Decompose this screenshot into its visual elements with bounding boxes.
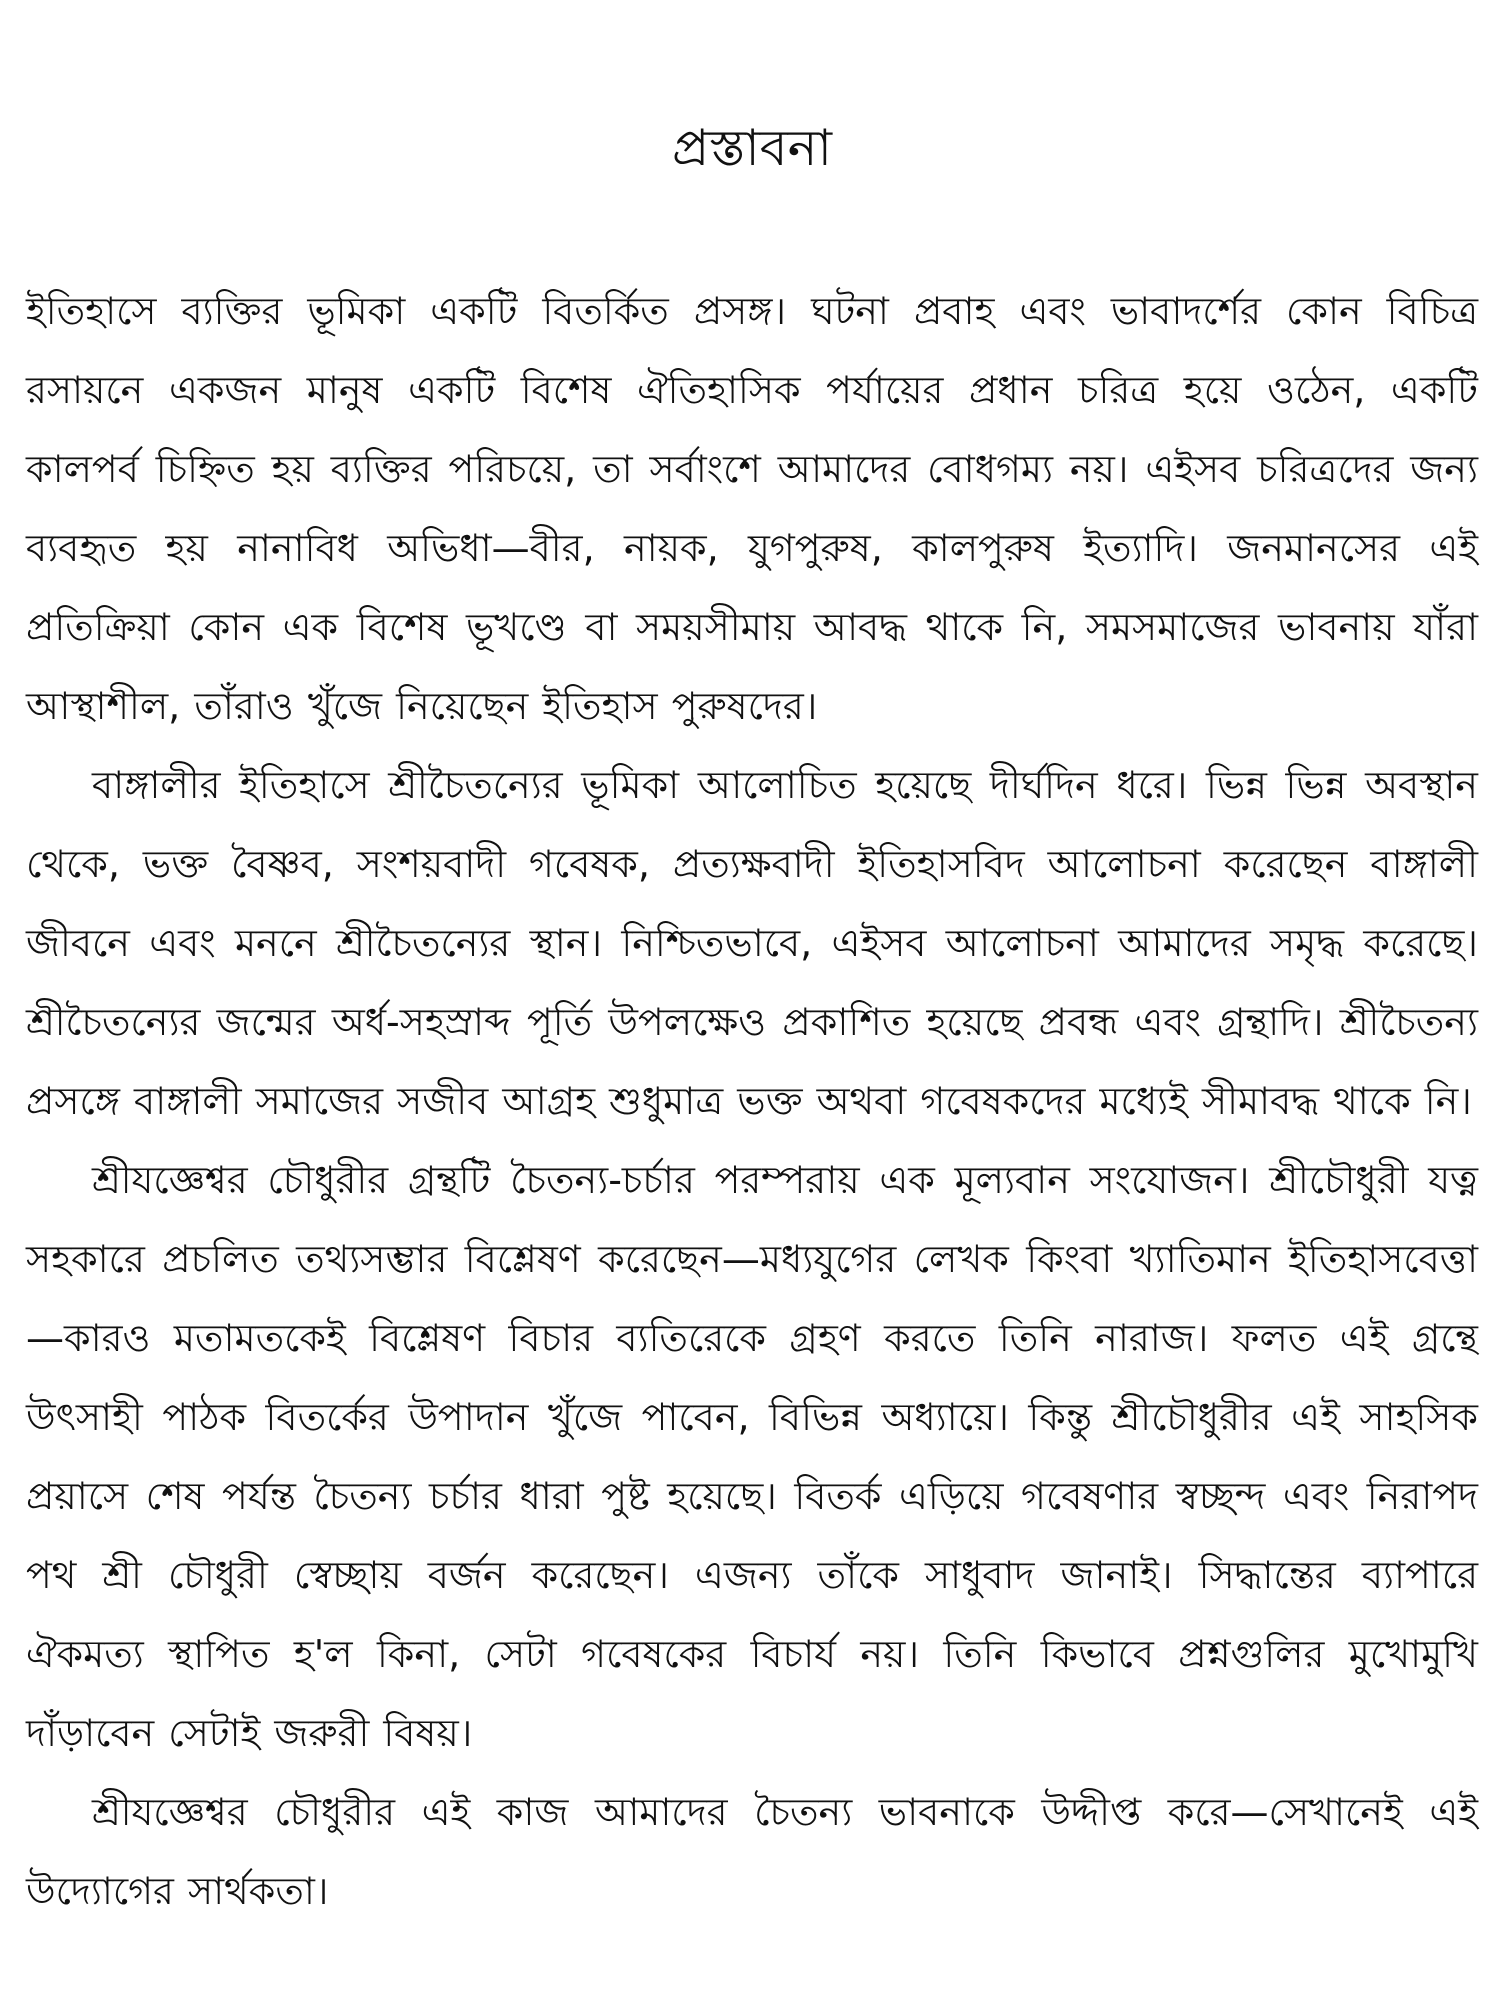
- document-page: [26, 0, 1478, 2000]
- paragraph-4: শ্রীযজ্ঞেশ্বর চৌধুরীর এই কাজ আমাদের চৈতন্য ভাবনাকে উদ্দীপ্ত করে—সেখানেই এই উদ্যোগের সার্থকতা।: [26, 1790, 1478, 1913]
- page-title: প্রস্তাবনা: [672, 119, 832, 177]
- paragraph-1: ইতিহাসে ব্যক্তির ভূমিকা একটি বিতর্কিত প্রসঙ্গ। ঘটনা প্রবাহ এবং ভাবাদর্শের কোন বিচিত্র রসায়নে একজন মানুষ একটি বিশেষ ঐতিহাসিক পর্যায়ের প্রধান চরিত্র হয়ে ওঠেন, একটি কালপর্ব চিহ্নিত হয় ব্যক্তির পরিচয়ে, তা সর্বাংশে আমাদের বোধগম্য নয়। এইসব চরিত্রদের জন্য ব্যবহৃত হয় নানাবিধ অভিধা—বীর, নায়ক, যুগপুরুষ, কালপুরুষ ইত্যাদি। জনমানসের এই প্রতিক্রিয়া কোন এক বিশেষ ভূখণ্ডে বা সময়সীমায় আবদ্ধ থাকে নি, সমসমাজের ভাবনায় যাঁরা আস্থাশীল, তাঁরাও খুঁজে নিয়েছেন ইতিহাস পুরুষদের।: [26, 289, 1478, 728]
- paragraph-3: শ্রীযজ্ঞেশ্বর চৌধুরীর গ্রন্থটি চৈতন্য-চর্চার পরম্পরায় এক মূল্যবান সংযোজন। শ্রীচৌধুরী যত্ন সহকারে প্রচলিত তথ্যসম্ভার বিশ্লেষণ করেছেন—মধ্যযুগের লেখক কিংবা খ্যাতিমান ইতিহাসবেত্তা—কারও মতামতকেই বিশ্লেষণ বিচার ব্যতিরেকে গ্রহণ করতে তিনি নারাজ। ফলত এই গ্রন্থে উৎসাহী পাঠক বিতর্কের উপাদান খুঁজে পাবেন, বিভিন্ন অধ্যায়ে। কিন্তু শ্রীচৌধুরীর এই সাহসিক প্রয়াসে শেষ পর্যন্ত চৈতন্য চর্চার ধারা পুষ্ট হয়েছে। বিতর্ক এড়িয়ে গবেষণার স্বচ্ছন্দ এবং নিরাপদ পথ শ্রী চৌধুরী স্বেচ্ছায় বর্জন করেছেন। এজন্য তাঁকে সাধুবাদ জানাই। সিদ্ধান্তের ব্যাপারে ঐকমত্য স্থাপিত হ'ল কিনা, সেটা গবেষকের বিচার্য নয়। তিনি কিভাবে প্রশ্নগুলির মুখোমুখি দাঁড়াবেন সেটাই জরুরী বিষয়।: [26, 1158, 1478, 1755]
- paragraph-2: বাঙ্গালীর ইতিহাসে শ্রীচৈতন্যের ভূমিকা আলোচিত হয়েছে দীর্ঘদিন ধরে। ভিন্ন ভিন্ন অবস্থান থেকে, ভক্ত বৈষ্ণব, সংশয়বাদী গবেষক, প্রত্যক্ষবাদী ইতিহাসবিদ আলোচনা করেছেন বাঙ্গালী জীবনে এবং মননে শ্রীচৈতন্যের স্থান। নিশ্চিতভাবে, এইসব আলোচনা আমাদের সমৃদ্ধ করেছে। শ্রীচৈতন্যের জন্মের অর্ধ-সহস্রাব্দ পূর্তি উপলক্ষেও প্রকাশিত হয়েছে প্রবন্ধ এবং গ্রন্থাদি। শ্রীচৈতন্য প্রসঙ্গে বাঙ্গালী সমাজের সজীব আগ্রহ শুধুমাত্র ভক্ত অথবা গবেষকদের মধ্যেই সীমাবদ্ধ থাকে নি।: [26, 763, 1478, 1123]
- document-body: [26, 272, 1478, 1931]
